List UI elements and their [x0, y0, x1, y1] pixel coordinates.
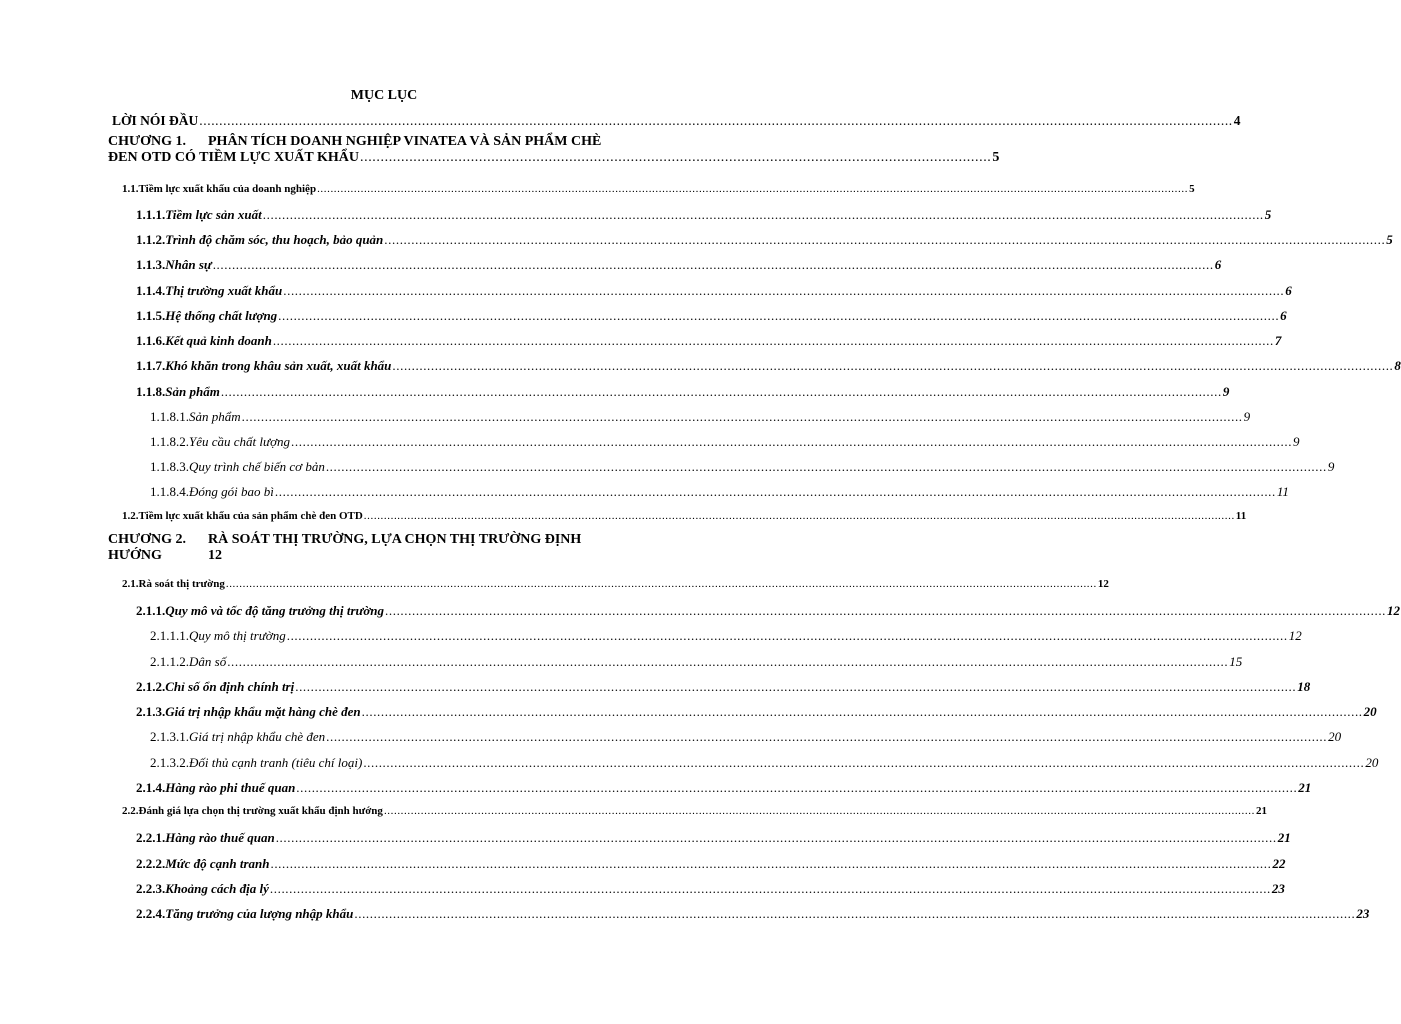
entry-number: 1.1.4. — [136, 283, 166, 298]
dot-leader: .................................................................................................................................................................................................................................................................... — [286, 628, 1288, 643]
dot-leader: .................................................................................................................................................................................................................................................................... — [384, 232, 1386, 247]
entry-title: Yêu cầu chất lượng — [189, 434, 291, 449]
toc-entry[interactable] — [150, 729, 1342, 745]
entry-number: 1.1.7. — [136, 358, 166, 373]
dot-leader: .................................................................................................................................................................................................................................................................... — [283, 283, 1285, 298]
entry-title: Giá trị nhập khẩu chè đen — [189, 729, 326, 744]
toc-entry[interactable] — [136, 308, 1287, 324]
page-number: 21 — [1255, 805, 1267, 817]
entry-number: 1.1. — [122, 183, 139, 195]
entry-title: Giá trị nhập khẩu mặt hàng chè đen — [165, 704, 361, 719]
entry-title: Hàng rào phi thuế quan — [165, 780, 296, 795]
dot-leader: .................................................................................................................................................................................................................................................................... — [383, 805, 1255, 817]
page-number: 20 — [1365, 755, 1379, 770]
dot-leader: .................................................................................................................................................................................................................................................................... — [241, 409, 1243, 424]
entry-title: Khoảng cách địa lý — [165, 881, 269, 896]
entry-title: Thị trường xuất khẩu — [165, 283, 283, 298]
entry-number: 1.1.5. — [136, 308, 166, 323]
page-number: 6 — [1285, 283, 1292, 298]
toc-entry[interactable] — [112, 113, 1241, 129]
entry-title: Đóng gói bao bì — [189, 484, 274, 499]
entry-title: LỜI NÓI ĐẦU — [112, 113, 199, 128]
dot-leader: .................................................................................................................................................................................................................................................................... — [220, 384, 1222, 399]
dot-leader: .................................................................................................................................................................................................................................................................... — [274, 484, 1276, 499]
page-number: 12 — [1387, 603, 1401, 618]
entry-title: Quy mô thị trường — [189, 628, 286, 643]
entry-title: Hệ thống chất lượng — [165, 308, 278, 323]
entry-title: Đối thủ cạnh tranh (tiêu chí loại) — [189, 755, 363, 770]
dot-leader: .................................................................................................................................................................................................................................................................... — [275, 830, 1277, 845]
page-number: 4 — [1233, 113, 1241, 128]
toc-entry[interactable] — [136, 881, 1285, 897]
toc-entry[interactable] — [150, 628, 1302, 644]
page-number: 23 — [1356, 906, 1370, 921]
page-number: 12 — [1097, 578, 1109, 590]
toc-entry[interactable] — [150, 434, 1300, 450]
page-number: 18 — [1297, 679, 1311, 694]
entry-number: 2.2.4. — [136, 906, 166, 921]
dot-leader: .................................................................................................................................................................................................................................................................... — [269, 881, 1271, 896]
entry-title: Rà soát thị trường — [138, 578, 225, 590]
toc-entry[interactable] — [122, 805, 1267, 817]
entry-number: 1.1.3. — [136, 257, 166, 272]
entry-number: 1.1.8.2. — [150, 434, 189, 449]
page-number: 6 — [1214, 257, 1222, 272]
dot-leader: .................................................................................................................................................................................................................................................................... — [392, 358, 1394, 373]
toc-entry[interactable] — [150, 409, 1251, 425]
entry-title: Quy mô và tốc độ tăng trưởng thị trường — [165, 603, 385, 618]
entry-number: 2.1.3.1. — [150, 729, 189, 744]
page-number: 5 — [992, 150, 1000, 165]
entry-title: Mức độ cạnh tranh — [165, 856, 270, 871]
entry-number: 2.1.1. — [136, 603, 166, 618]
dot-leader: .................................................................................................................................................................................................................................................................... — [317, 183, 1189, 195]
toc-entry[interactable] — [136, 830, 1291, 846]
entry-number: 2.1.3. — [136, 704, 166, 719]
dot-leader: .................................................................................................................................................................................................................................................................... — [354, 906, 1356, 921]
chapter-number: CHƯƠNG 1. — [108, 134, 187, 149]
dot-leader: .................................................................................................................................................................................................................................................................... — [270, 856, 1272, 871]
page-number: 21 — [1298, 780, 1312, 795]
page-number: 23 — [1271, 881, 1285, 896]
entry-title: Dân số — [189, 654, 227, 669]
toc-entry[interactable] — [150, 459, 1335, 475]
entry-title: Quy trình chế biến cơ bản — [189, 459, 325, 474]
toc-entry[interactable] — [136, 906, 1370, 922]
entry-number: 2.1.1.1. — [150, 628, 189, 643]
toc-entry[interactable] — [136, 232, 1393, 248]
entry-title: Sản phẩm — [189, 409, 241, 424]
entry-number: 2.1.4. — [136, 780, 166, 795]
entry-title: Tiềm lực sản xuất — [165, 207, 262, 222]
dot-leader: .................................................................................................................................................................................................................................................................... — [326, 729, 1328, 744]
page-number: 12 — [208, 548, 222, 563]
entry-number: 2.1.3.2. — [150, 755, 189, 770]
entry-number: 1.1.8.3. — [150, 459, 189, 474]
dot-leader: .................................................................................................................................................................................................................................................................... — [325, 459, 1327, 474]
chapter-title-line2: ĐEN OTD CÓ TIỀM LỰC XUẤT KHẨU — [108, 150, 359, 165]
toc-entry[interactable] — [122, 510, 1247, 522]
toc-chapter-2[interactable] — [108, 532, 673, 564]
toc-entry[interactable] — [136, 780, 1312, 796]
toc-entry[interactable] — [150, 484, 1289, 500]
entry-number: 2.2. — [122, 805, 139, 817]
dot-leader: .................................................................................................................................................................................................................................................................... — [227, 654, 1229, 669]
entry-title: Kết quả kinh doanh — [165, 333, 272, 348]
dot-leader: .................................................................................................................................................................................................................................................................... — [262, 207, 1264, 222]
dot-leader: .................................................................................................................................................................................................................................................................... — [199, 113, 1233, 128]
page-number: 8 — [1394, 358, 1401, 373]
page-number: 12 — [1288, 628, 1302, 643]
toc-chapter-1[interactable] — [108, 134, 1000, 166]
entry-number: 1.1.8. — [136, 384, 166, 399]
chapter-title-line1: RÀ SOÁT THỊ TRƯỜNG, LỰA CHỌN THỊ TRƯỜNG ĐỊNH — [208, 532, 582, 547]
page-number: 11 — [1276, 484, 1289, 499]
entry-title: Khó khăn trong khâu sản xuất, xuất khẩu — [165, 358, 392, 373]
page-number: 5 — [1189, 183, 1195, 195]
entry-title: Đánh giá lựa chọn thị trường xuất khẩu định hướng — [138, 805, 383, 817]
entry-title: Tiềm lực xuất khẩu của doanh nghiệp — [138, 183, 317, 195]
entry-title: Trình độ chăm sóc, thu hoạch, bảo quản — [165, 232, 384, 247]
dot-leader: .................................................................................................................................................................................................................................................................... — [361, 704, 1363, 719]
dot-leader: .................................................................................................................................................................................................................................................................... — [278, 308, 1280, 323]
toc-entry[interactable] — [136, 856, 1286, 872]
toc-entry[interactable] — [136, 384, 1230, 400]
page-number: 22 — [1272, 856, 1286, 871]
dot-leader: .................................................................................................................................................................................................................................................................... — [385, 603, 1387, 618]
dot-leader: .................................................................................................................................................................................................................................................................... — [212, 257, 1214, 272]
page-number: 5 — [1386, 232, 1393, 247]
toc-entry[interactable] — [150, 755, 1379, 771]
entry-number: 1.1.1. — [136, 207, 166, 222]
chapter-number: CHƯƠNG 2. — [108, 532, 187, 547]
entry-number: 1.1.6. — [136, 333, 166, 348]
dot-leader: .................................................................................................................................................................................................................................................................... — [272, 333, 1274, 348]
entry-number: 2.1.2. — [136, 679, 166, 694]
entry-title: Sản phẩm — [165, 384, 220, 399]
dot-leader: .................................................................................................................................................................................................................................................................... — [225, 578, 1097, 590]
toc-entry[interactable] — [136, 257, 1222, 273]
toc-entry[interactable] — [136, 603, 1401, 619]
entry-number: 1.1.8.4. — [150, 484, 189, 499]
entry-number: 2.1. — [122, 578, 139, 590]
page-number: 20 — [1363, 704, 1377, 719]
page-number: 21 — [1277, 830, 1291, 845]
page-number: 15 — [1229, 654, 1243, 669]
dot-leader: .................................................................................................................................................................................................................................................................... — [296, 780, 1298, 795]
entry-number: 2.1.1.2. — [150, 654, 189, 669]
page-number: 9 — [1243, 409, 1251, 424]
toc-entry[interactable] — [122, 578, 1109, 590]
entry-title: Nhân sự — [165, 257, 212, 272]
chapter-title-line1: PHÂN TÍCH DOANH NGHIỆP VINATEA VÀ SẢN PHẨM CHÈ — [208, 134, 602, 149]
dot-leader: .................................................................................................................................................................................................................................................................... — [291, 434, 1293, 449]
entry-number: 2.2.1. — [136, 830, 166, 845]
page-number: 9 — [1327, 459, 1335, 474]
toc-entry[interactable] — [136, 358, 1401, 374]
entry-title: Chỉ số ổn định chính trị — [165, 679, 295, 694]
toc-entry[interactable] — [136, 679, 1311, 695]
entry-number: 1.1.2. — [136, 232, 166, 247]
page-title: MỤC LỤC — [350, 88, 418, 103]
toc-entry[interactable] — [136, 283, 1292, 299]
entry-number: 2.2.2. — [136, 856, 166, 871]
dot-leader: .................................................................................................................................................................................................................................................................... — [363, 755, 1365, 770]
page-number: 9 — [1293, 434, 1300, 449]
toc-entry[interactable] — [122, 183, 1195, 195]
page-number: 20 — [1328, 729, 1342, 744]
page-number: 9 — [1222, 384, 1230, 399]
chapter-title-line2: HƯỚNG — [108, 548, 162, 563]
page-number: 5 — [1264, 207, 1272, 222]
entry-number: 1.2. — [122, 510, 139, 522]
toc-entry[interactable] — [136, 333, 1282, 349]
entry-title: Tiềm lực xuất khẩu của sản phẩm chè đen OTD — [138, 510, 363, 522]
entry-number: 1.1.8.1. — [150, 409, 189, 424]
entry-title: Tăng trưởng của lượng nhập khẩu — [165, 906, 354, 921]
page-number: 11 — [1235, 510, 1247, 522]
dot-leader: .......................................................................................................................................................... — [360, 150, 992, 165]
dot-leader: .................................................................................................................................................................................................................................................................... — [295, 679, 1297, 694]
page-number: 6 — [1280, 308, 1287, 323]
toc-entry[interactable] — [150, 654, 1243, 670]
dot-leader: .................................................................................................................................................................................................................................................................... — [363, 510, 1235, 522]
toc-entry[interactable] — [136, 207, 1272, 223]
page-number: 7 — [1274, 333, 1282, 348]
toc-entry[interactable] — [136, 704, 1377, 720]
entry-title: Hàng rào thuế quan — [165, 830, 275, 845]
entry-number: 2.2.3. — [136, 881, 166, 896]
